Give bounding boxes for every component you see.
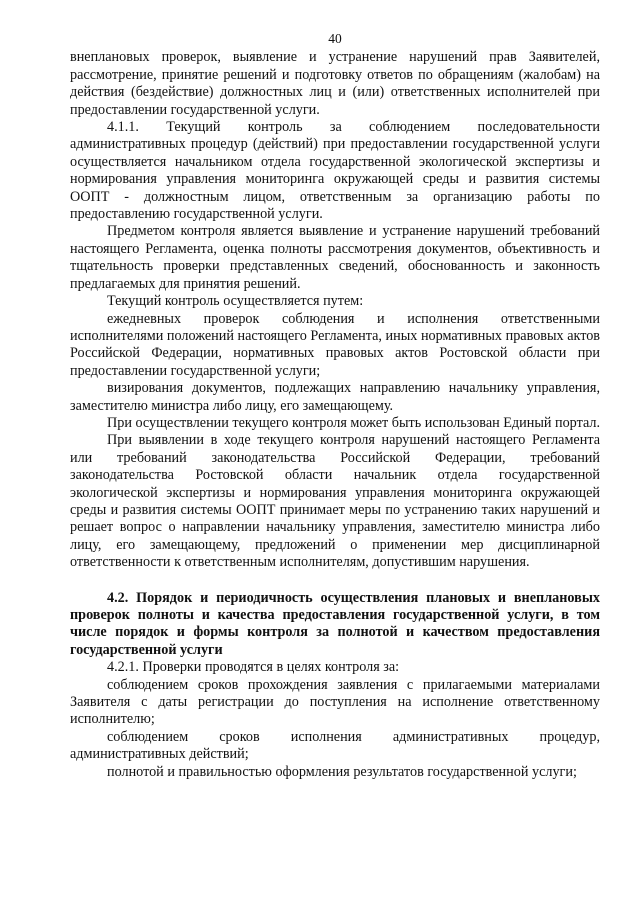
page-number: 40 xyxy=(328,31,342,46)
section-gap xyxy=(70,572,600,590)
paragraph-11: соблюдением сроков исполнения административных процедур, административных действий; xyxy=(70,728,600,763)
document-page xyxy=(70,30,600,781)
paragraph-7: При осуществлении текущего контроля может быть использован Единый портал. xyxy=(107,414,601,431)
paragraph-6: визирования документов, подлежащих направлению начальнику управления, заместителю министра либо лицу, его замещающему. xyxy=(70,380,600,414)
paragraph-3: Предметом контроля является выявление и устранение нарушений требований настоящего Регламента, оценка полноты рассмотрения документов, объективность и тщательность проверки представленных сведений, обоснованность и законность предлагаемых для принятия решений. xyxy=(70,223,600,292)
paragraph-1: внеплановых проверок, выявление и устранение нарушений прав Заявителей, рассмотрение, принятие решений и подготовку ответов по обращениям (жалобам) на действия (бездействие) должностных лиц и (или) ответственных исполнителей при предоставлении государственной услуги. xyxy=(70,49,600,118)
paragraph-5: ежедневных проверок соблюдения и исполнения ответственными исполнителями положений настоящего Регламента, иных нормативных правовых актов Российской Федерации, нормативных правовых актов Ростовской области при предоставлении государственной услуги; xyxy=(70,310,600,379)
paragraph-9: 4.2.1. Проверки проводятся в целях контроля за: xyxy=(107,659,400,676)
paragraph-8: При выявлении в ходе текущего контроля нарушений настоящего Регламента или требований законодательства Российской Федерации, требований законодательства Ростовской области начальник отдела государственной экологической экспертизы и нормирования управления мониторинга окружающей среды и развития системы ООПТ принимает меры по устранению таких нарушений и решает вопрос о направлении начальнику управления, заместителю министра либо лицу, его замещающему, предложений о применении мер дисциплинарной ответственности к ответственным исполнителям, допустившим нарушения. xyxy=(70,432,600,571)
paragraph-2: 4.1.1. Текущий контроль за соблюдением последовательности административных процедур (действий) при предоставлении государственной услуги осуществляется начальником отдела государственной экологической экспертизы и нормирования управления мониторинга окружающей среды и развития системы ООПТ - должностным лицом, ответственным за организацию работы по предоставлению государственной услуги. xyxy=(70,119,600,223)
paragraph-10: соблюдением сроков прохождения заявления с прилагаемыми материалами Заявителя с даты регистрации до поступления на исполнение ответственному исполнителю; xyxy=(70,676,600,728)
section-heading: 4.2. Порядок и периодичность осуществления плановых и внеплановых проверок полноты и качества предоставления государственной услуги, в том числе порядок и формы контроля за полнотой и качеством предоставления государственной услуги xyxy=(70,589,600,658)
paragraph-12: полнотой и правильностью оформления результатов государственной услуги; xyxy=(107,763,577,780)
paragraph-4: Текущий контроль осуществляется путем: xyxy=(107,293,364,310)
